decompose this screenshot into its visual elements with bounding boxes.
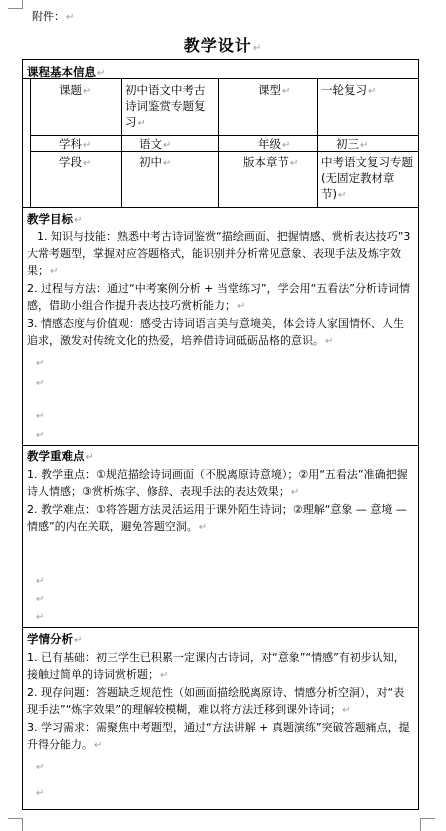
topic-value: 初中语文中考古诗词鉴赏专题复习↵ bbox=[125, 83, 206, 129]
objectives-body bbox=[27, 228, 414, 350]
basic-info-heading: 课程基本信息↵ bbox=[27, 65, 106, 79]
key-points-body bbox=[27, 466, 414, 536]
divider bbox=[218, 78, 219, 207]
crop-mark-bottom-left bbox=[8, 818, 23, 831]
edition-value: 中考语文复习专题(无固定教材章节)↵ bbox=[321, 155, 413, 201]
objective-item: 2. 过程与方法：通过“中考案例分析 + 当堂练习”，学会用“五看法”分析诗词情感，借助小组合作提升表达技巧赏析能力；↵ bbox=[27, 282, 410, 312]
topic-label: 课题↵ bbox=[59, 83, 92, 97]
objective-item: 3. 情感态度与价值观：感受古诗词语言美与意境美，体会诗人家国情怀、人生追求，激发对传统文化的热爱，培养借诗词砥砺品格的意识。↵ bbox=[27, 317, 404, 347]
empty-paragraph-mark: ↵ bbox=[36, 378, 45, 389]
crop-mark-top-left bbox=[8, 0, 23, 9]
divider bbox=[23, 207, 418, 208]
empty-paragraph-mark: ↵ bbox=[36, 788, 45, 799]
analysis-item: 1. 已有基础：初三学生已积累一定课内古诗词，对“意象”“情感”有初步认知，接触过简单的诗词赏析题；↵ bbox=[27, 651, 405, 681]
stage-value: 初中↵ bbox=[139, 155, 172, 169]
grade-value: 初三↵ bbox=[336, 137, 369, 151]
objectives-heading: 教学目标↵ bbox=[27, 212, 83, 226]
key-point-item: 1. 教学重点：①规范描绘诗词画面（不脱离原诗意境）；②用“五看法”准确把握诗人情感；③赏析炼字、修辞、表现手法的表达效果；↵ bbox=[27, 468, 408, 498]
analysis-item: 3. 学习需求：需聚焦中考题型，通过“方法讲解 + 真题演练”突破答题痛点，提升得分能力。↵ bbox=[27, 721, 410, 751]
empty-paragraph-mark: ↵ bbox=[36, 762, 45, 773]
grade-label: 年级↵ bbox=[258, 137, 291, 151]
attachment-label: 附件：↵ bbox=[32, 10, 75, 23]
crop-mark-bottom-right bbox=[420, 818, 435, 831]
learning-analysis-heading: 学情分析↵ bbox=[27, 632, 83, 646]
empty-paragraph-mark: ↵ bbox=[36, 430, 45, 441]
type-label: 课型↵ bbox=[258, 83, 291, 97]
empty-paragraph-mark: ↵ bbox=[36, 576, 45, 587]
divider bbox=[30, 78, 31, 207]
edition-label: 版本章节↵ bbox=[243, 155, 299, 169]
type-value: 一轮复习↵ bbox=[321, 83, 377, 97]
subject-value: 语文↵ bbox=[139, 137, 172, 151]
divider bbox=[317, 78, 318, 207]
learning-analysis-body bbox=[27, 649, 414, 754]
divider bbox=[23, 78, 418, 79]
analysis-item: 2. 现存问题：答题缺乏规范性（如画面描绘脱离原诗、情感分析空洞），对“表现手法”“炼字效果”的理解较模糊，难以将方法迁移到课外诗词；↵ bbox=[27, 686, 405, 716]
empty-paragraph-mark: ↵ bbox=[36, 358, 45, 369]
stage-label: 学段↵ bbox=[59, 155, 92, 169]
objective-item: 1. 知识与技能：熟悉中考古诗词鉴赏“描绘画面、把握情感、赏析表达技巧”3 大常考题型，掌握对应答题格式，能识别并分析常见意象、表现手法及炼字效果；↵ bbox=[27, 230, 411, 277]
lesson-design-table bbox=[22, 59, 419, 810]
empty-paragraph-mark: ↵ bbox=[36, 594, 45, 605]
divider bbox=[23, 445, 418, 446]
empty-paragraph-mark: ↵ bbox=[36, 612, 45, 623]
document-title: 教学设计↵ bbox=[183, 36, 263, 55]
divider bbox=[121, 78, 122, 207]
subject-label: 学科↵ bbox=[59, 137, 92, 151]
key-points-heading: 教学重难点↵ bbox=[27, 449, 94, 463]
empty-paragraph-mark: ↵ bbox=[36, 411, 45, 422]
key-point-item: 2. 教学难点：①将答题方法灵活运用于课外陌生诗词；②理解“意象 — 意境 — 情感”的内在关联，避免答题空洞。↵ bbox=[27, 503, 407, 533]
divider bbox=[23, 627, 418, 628]
